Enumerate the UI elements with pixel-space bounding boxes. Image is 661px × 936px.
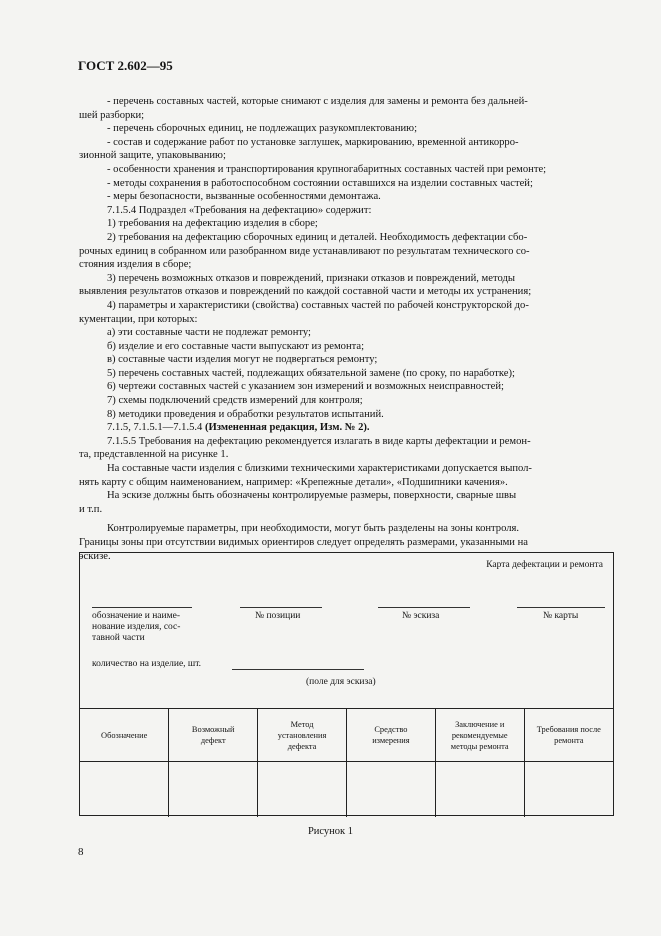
- text-line: - перечень составных частей, которые снимают с изделия для замены и ремонта без дальней-: [107, 96, 528, 107]
- text-line: 4) параметры и характеристики (свойства) составных частей по рабочей конструкторской до-: [107, 299, 529, 311]
- text-line: - особенности хранения и транспортирования крупногабаритных составных частей при ремонте;: [107, 163, 547, 175]
- field-position-label: № позиции: [255, 611, 301, 621]
- card-title: Карта дефектации и ремонта: [486, 560, 603, 570]
- text-line: кументации, при которых:: [79, 313, 198, 325]
- field-underline: [378, 607, 470, 608]
- text-line: в) составные части изделия могут не подвергаться ремонту;: [107, 354, 378, 366]
- table-header-cell: Заключение и рекомендуемые методы ремонта: [435, 709, 524, 762]
- text-line: - состав и содержание работ по установке заглушек, маркированию, временной антикорро-: [107, 136, 519, 148]
- table-cell: [435, 762, 524, 818]
- field-sketch-label: № эскиза: [402, 611, 440, 621]
- table-header-row: [80, 709, 613, 762]
- text-line: - меры безопасности, вызванные особенностями демонтажа.: [107, 191, 381, 203]
- text-line: 7.1.5.4 Подраздел «Требования на дефектацию» содержит:: [107, 204, 372, 216]
- text-line: выявления результатов отказов и повреждений по каждой составной части и методы их устранения;: [79, 286, 532, 298]
- defect-table: [80, 708, 613, 817]
- figure-caption: Рисунок 1: [307, 826, 354, 837]
- text-line: 8) методики проведения и обработки результатов испытаний.: [107, 408, 384, 420]
- field-designation-label: обозначение и наиме- нование изделия, сос- тавной части: [92, 611, 181, 643]
- table-header-cell: Требования после ремонта: [524, 709, 613, 762]
- text-line: 2) требования на дефектацию сборочных единиц и деталей. Необходимость дефектации сбо-: [107, 231, 528, 243]
- text-line: 1) требования на дефектацию изделия в сборе;: [107, 218, 318, 230]
- quantity-underline: [232, 669, 364, 670]
- body-text: [79, 95, 614, 563]
- table-cell: [80, 762, 169, 818]
- text-line: стояния изделия в сборе;: [79, 259, 192, 271]
- text-line: На составные части изделия с близкими техническими характеристиками допускается выпол-: [107, 463, 532, 475]
- text-line: нять карту с общим наименованием, например: «Крепежные детали», «Подшипники качения».: [79, 476, 508, 488]
- table-header-cell: Возможный дефект: [169, 709, 258, 762]
- field-underline: [517, 607, 605, 608]
- text-line: Контролируемые параметры, при необходимости, могут быть разделены на зоны контроля.: [107, 523, 520, 535]
- text-line: 6) чертежи составных частей с указанием зон измерений и возможных неисправностей;: [107, 381, 504, 393]
- text-line: 7) схемы подключений средств измерений для контроля;: [107, 395, 363, 407]
- table-row: [80, 762, 613, 818]
- text-line: Границы зоны при отсутствии видимых ориентиров следует определять размерами, указанными на: [79, 537, 528, 548]
- text-line: а) эти составные части не подлежат ремонту;: [107, 327, 311, 339]
- page-number: 8: [78, 846, 84, 858]
- sketch-field-label: (поле для эскиза): [306, 677, 376, 687]
- text-line: эскизе.: [79, 550, 111, 562]
- field-underline: [92, 607, 192, 608]
- quantity-label: количество на изделие, шт.: [92, 659, 202, 669]
- table-header-cell: Средство измерения: [346, 709, 435, 762]
- text-line: рочных единиц в собранном или разобранном виде устанавливают по результатам технического со-: [79, 245, 530, 257]
- text-line: 7.1.5, 7.1.5.1—7.1.5.4 (Измененная редакция, Изм. № 2).: [107, 422, 370, 434]
- text-line: 7.1.5.5 Требования на дефектацию рекомендуется излагать в виде карты дефектации и ремон-: [107, 435, 531, 447]
- text-line: 5) перечень составных частей, подлежащих обязательной замене (по сроку, по наработке);: [107, 367, 515, 379]
- text-line: На эскизе должны быть обозначены контролируемые размеры, поверхности, сварные швы: [107, 490, 517, 502]
- field-underline: [240, 607, 322, 608]
- text-line: и т.п.: [79, 503, 103, 515]
- text-line: б) изделие и его составные части выпускают из ремонта;: [107, 340, 365, 352]
- field-card-label: № карты: [543, 611, 579, 621]
- table-header-cell: Обозначение: [80, 709, 169, 762]
- table-cell: [258, 762, 347, 818]
- text-line: - методы сохранения в работоспособном состоянии оставшихся на изделии составных частей;: [107, 177, 533, 189]
- table-cell: [346, 762, 435, 818]
- text-line: зионной защите, упаковыванию;: [79, 150, 226, 162]
- table-cell: [169, 762, 258, 818]
- text-line: шей разборки;: [79, 109, 145, 121]
- document-header: ГОСТ 2.602—95: [78, 58, 173, 73]
- table-header-cell: Метод установления дефекта: [258, 709, 347, 762]
- table-cell: [524, 762, 613, 818]
- defect-repair-card-form: [79, 552, 614, 816]
- text-line: - перечень сборочных единиц, не подлежащих разукомплектованию;: [107, 123, 418, 135]
- text-line: 3) перечень возможных отказов и повреждений, признаки отказов и повреждений, методы: [107, 272, 515, 284]
- text-line: та, представленной на рисунке 1.: [79, 449, 229, 461]
